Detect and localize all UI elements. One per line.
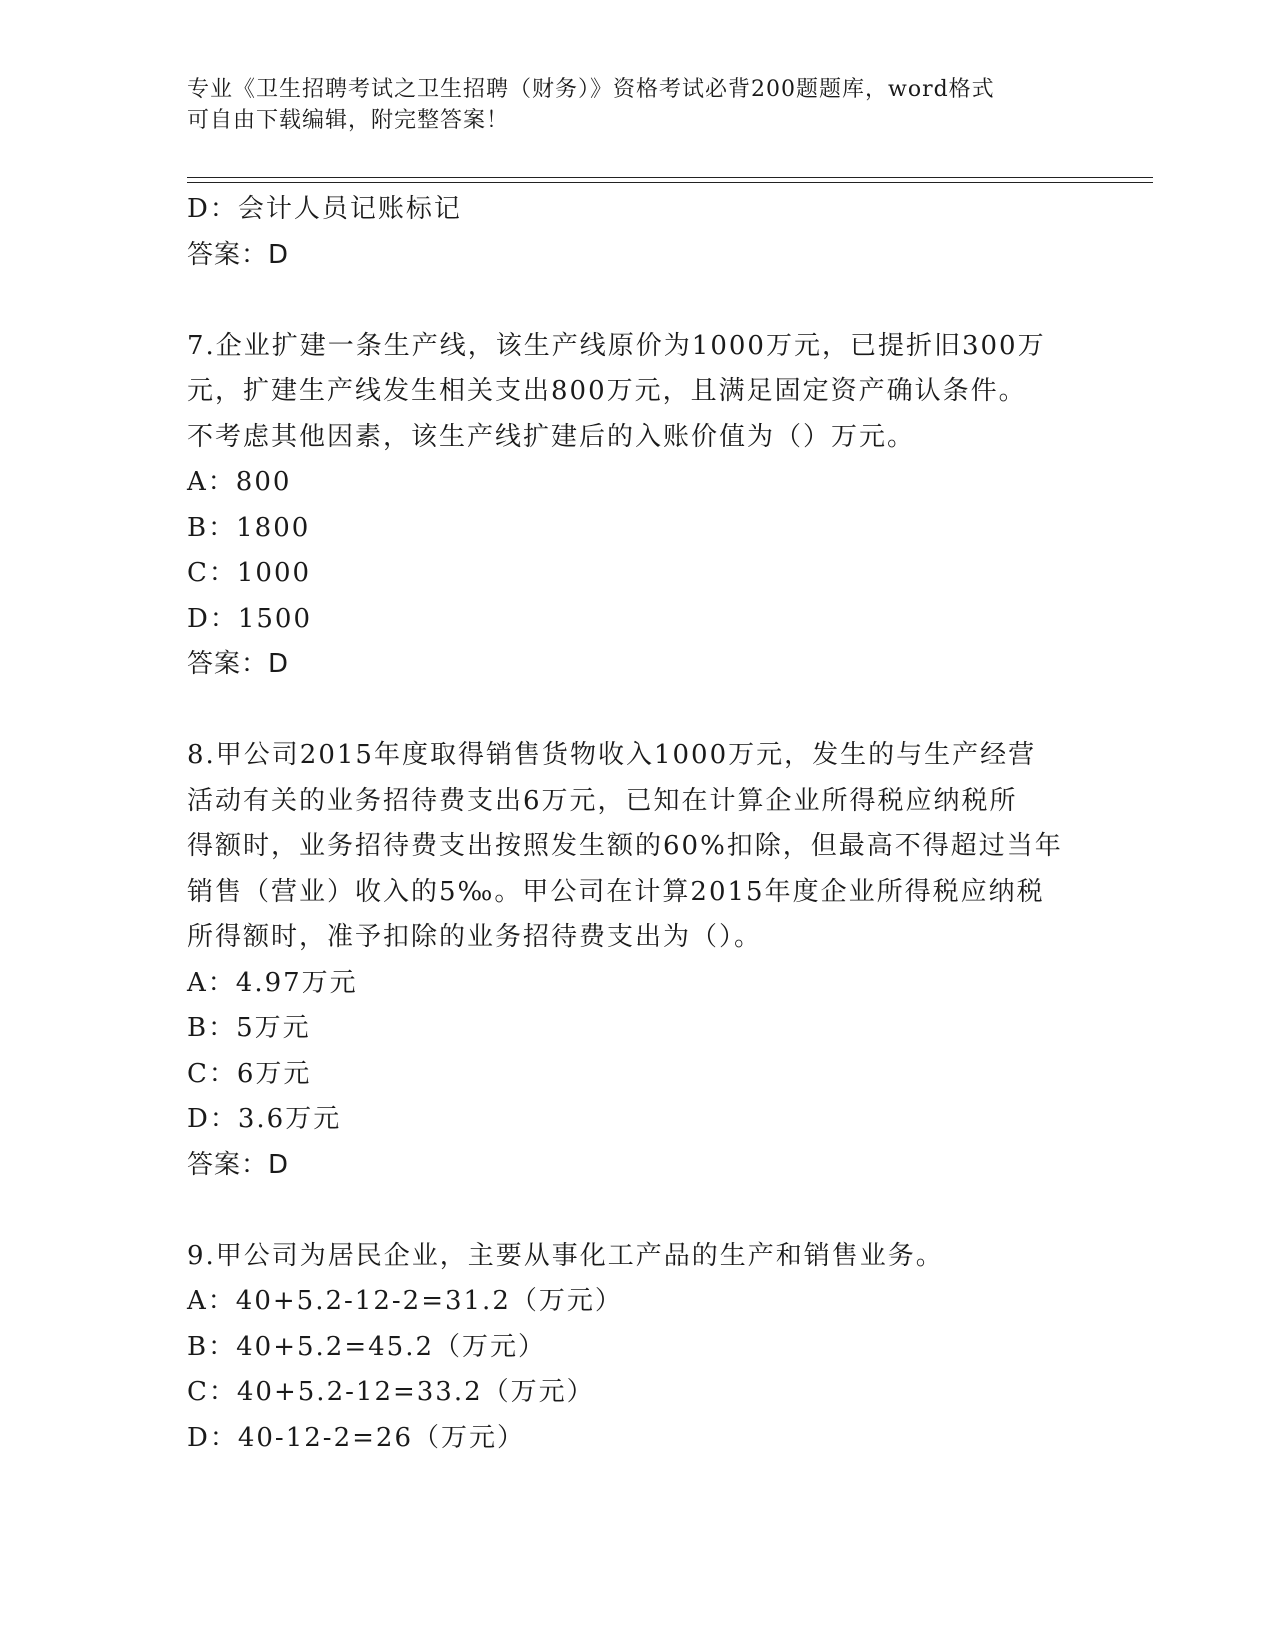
q9-option-a: A：40+5.2-12-2=31.2（万元） — [187, 1286, 623, 1316]
spacer — [187, 278, 1087, 324]
q9-option-d: D：40-12-2=26（万元） — [187, 1422, 525, 1453]
q8-stem-line-5: 所得额时，准予扣除的业务招待费支出为（）。 — [187, 922, 763, 952]
header-title-line-1: 专业《卫生招聘考试之卫生招聘（财务）》资格考试必背200题题库，word格式 — [187, 77, 995, 102]
header-divider-top — [187, 177, 1153, 178]
question-7 — [187, 324, 1087, 688]
q7-option-a: A：800 — [187, 467, 292, 497]
q9-stem: 9.甲公司为居民企业，主要从事化工产品的生产和销售业务。 — [187, 1240, 944, 1271]
q8-stem-line-2: 活动有关的业务招待费支出6万元，已知在计算企业所得税应纳税所 — [187, 785, 1018, 816]
spacer — [187, 688, 1087, 734]
q7-stem-line-2: 元，扩建生产线发生相关支出800万元，且满足固定资产确认条件。 — [187, 376, 1027, 406]
question-9 — [187, 1234, 1087, 1462]
question-content — [187, 187, 1087, 1461]
q8-stem-line-3: 得额时，业务招待费支出按照发生额的60%扣除，但最高不得超过当年 — [187, 831, 1063, 861]
spacer — [187, 1188, 1087, 1234]
q6-answer: 答案：D — [187, 239, 290, 270]
question-8 — [187, 733, 1087, 1188]
header-title-line-2: 可自由下载编辑，附完整答案！ — [187, 108, 510, 133]
q7-stem-line-1: 7.企业扩建一条生产线，该生产线原价为1000万元，已提折旧300万 — [187, 330, 1046, 361]
header-divider-bottom — [187, 182, 1153, 183]
q8-option-a: A：4.97万元 — [187, 967, 358, 998]
q7-option-c: C：1000 — [187, 558, 312, 588]
q8-option-d: D：3.6万元 — [187, 1104, 342, 1134]
q8-stem-line-1: 8.甲公司2015年度取得销售货物收入1000万元，发生的与生产经营 — [187, 740, 1037, 770]
q7-answer: 答案：D — [187, 649, 290, 679]
q6-option-d: D：会计人员记账标记 — [187, 194, 462, 224]
q7-option-b: B：1800 — [187, 512, 311, 543]
q7-stem-line-3: 不考虑其他因素，该生产线扩建后的入账价值为（）万元。 — [187, 421, 916, 452]
q8-answer: 答案：D — [187, 1149, 290, 1180]
q7-option-d: D：1500 — [187, 603, 313, 634]
q9-option-c: C：40+5.2-12=33.2（万元） — [187, 1377, 595, 1407]
q8-option-b: B：5万元 — [187, 1013, 311, 1043]
document-header — [187, 74, 1067, 136]
q8-stem-line-4: 销售（营业）收入的5‰。甲公司在计算2015年度企业所得税应纳税 — [187, 876, 1045, 907]
q8-option-c: C：6万元 — [187, 1058, 312, 1089]
q9-option-b: B：40+5.2=45.2（万元） — [187, 1331, 547, 1362]
